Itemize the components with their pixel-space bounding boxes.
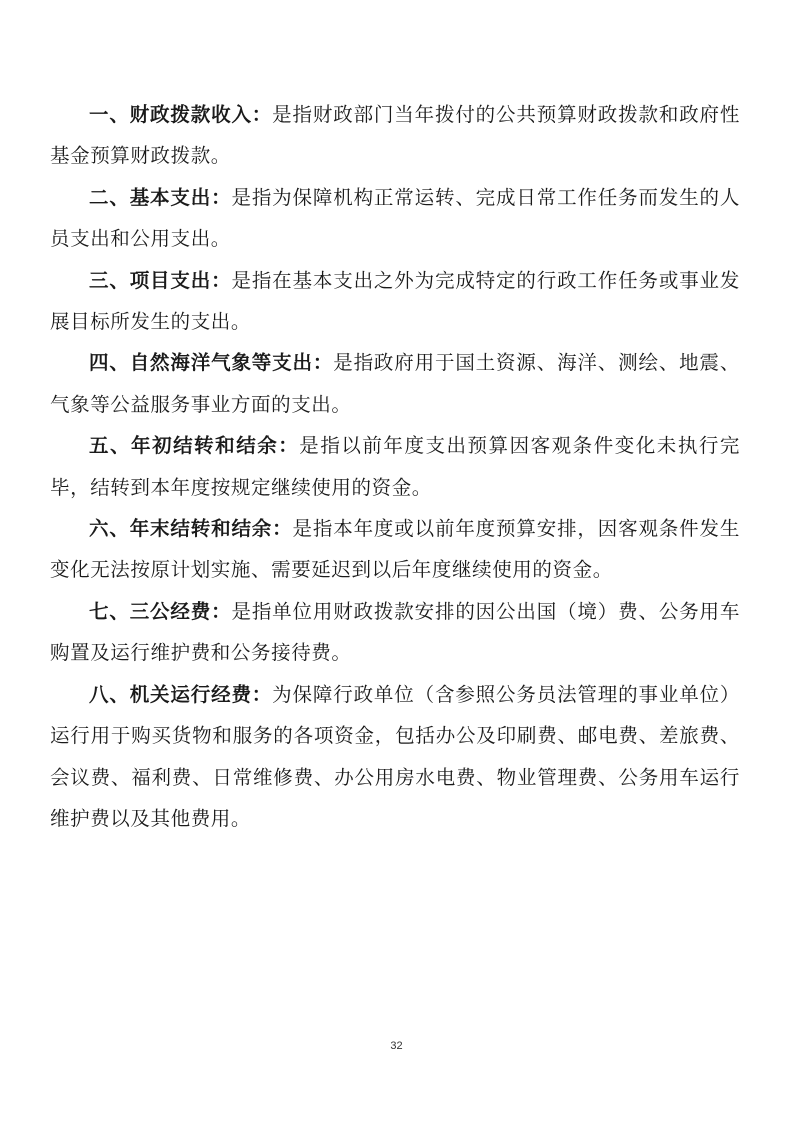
page-number: 32 — [390, 1040, 403, 1052]
term-agency-operating-expenses: 八、机关运行经费： — [89, 682, 273, 706]
definition-text-three-public-expenses: 是指单位用财政拨款安排的因公出国（境）费、公务用车购置及运行维护费和公务接待费。 — [50, 599, 740, 665]
definition-text-project-expenditure: 是指在基本支出之外为完成特定的行政工作任务或事业发展目标所发生的支出。 — [50, 268, 740, 334]
definition-text-year-end-carryover-balance: 是指本年度或以前年度预算安排，因客观条件发生变化无法按原计划实施、需要延迟到以后年度继续使用的资金。 — [50, 517, 740, 582]
definition-year-end-carryover-balance — [50, 508, 740, 591]
definition-natural-ocean-weather-expenditure — [50, 342, 740, 425]
definition-text-basic-expenditure: 是指为保障机构正常运转、完成日常工作任务而发生的人员支出和公用支出。 — [50, 185, 740, 251]
definitions-section — [50, 94, 740, 839]
term-natural-ocean-weather-expenditure: 四、自然海洋气象等支出： — [89, 351, 334, 375]
term-project-expenditure: 三、项目支出： — [89, 268, 232, 292]
definition-beginning-carryover-balance — [50, 425, 740, 508]
definition-basic-expenditure — [50, 177, 740, 260]
term-three-public-expenses: 七、三公经费： — [89, 599, 232, 623]
definition-fiscal-appropriation-income — [50, 94, 740, 177]
term-fiscal-appropriation-income: 一、财政拨款收入： — [89, 103, 273, 126]
definition-project-expenditure — [50, 260, 740, 343]
definition-agency-operating-expenses — [50, 674, 740, 840]
term-beginning-carryover-balance: 五、年初结转和结余： — [89, 434, 300, 458]
definition-text-fiscal-appropriation-income: 是指财政部门当年拨付的公共预算财政拨款和政府性基金预算财政拨款。 — [50, 103, 740, 168]
definition-three-public-expenses — [50, 591, 740, 674]
term-basic-expenditure: 二、基本支出： — [89, 185, 232, 209]
definition-text-beginning-carryover-balance: 是指以前年度支出预算因客观条件变化未执行完毕，结转到本年度按规定继续使用的资金。 — [50, 434, 740, 499]
term-year-end-carryover-balance: 六、年末结转和结余： — [89, 517, 293, 541]
definition-text-natural-ocean-weather-expenditure: 是指政府用于国土资源、海洋、测绘、地震、气象等公益服务事业方面的支出。 — [50, 351, 740, 416]
definition-text-agency-operating-expenses: 为保障行政单位（含参照公务员法管理的事业单位）运行用于购买货物和服务的各项资金，包括办公及印刷费、邮电费、差旅费、会议费、福利费、日常维修费、办公用房水电费、物业管理费、公务用车运行维护费以及其他费用。 — [50, 682, 740, 830]
